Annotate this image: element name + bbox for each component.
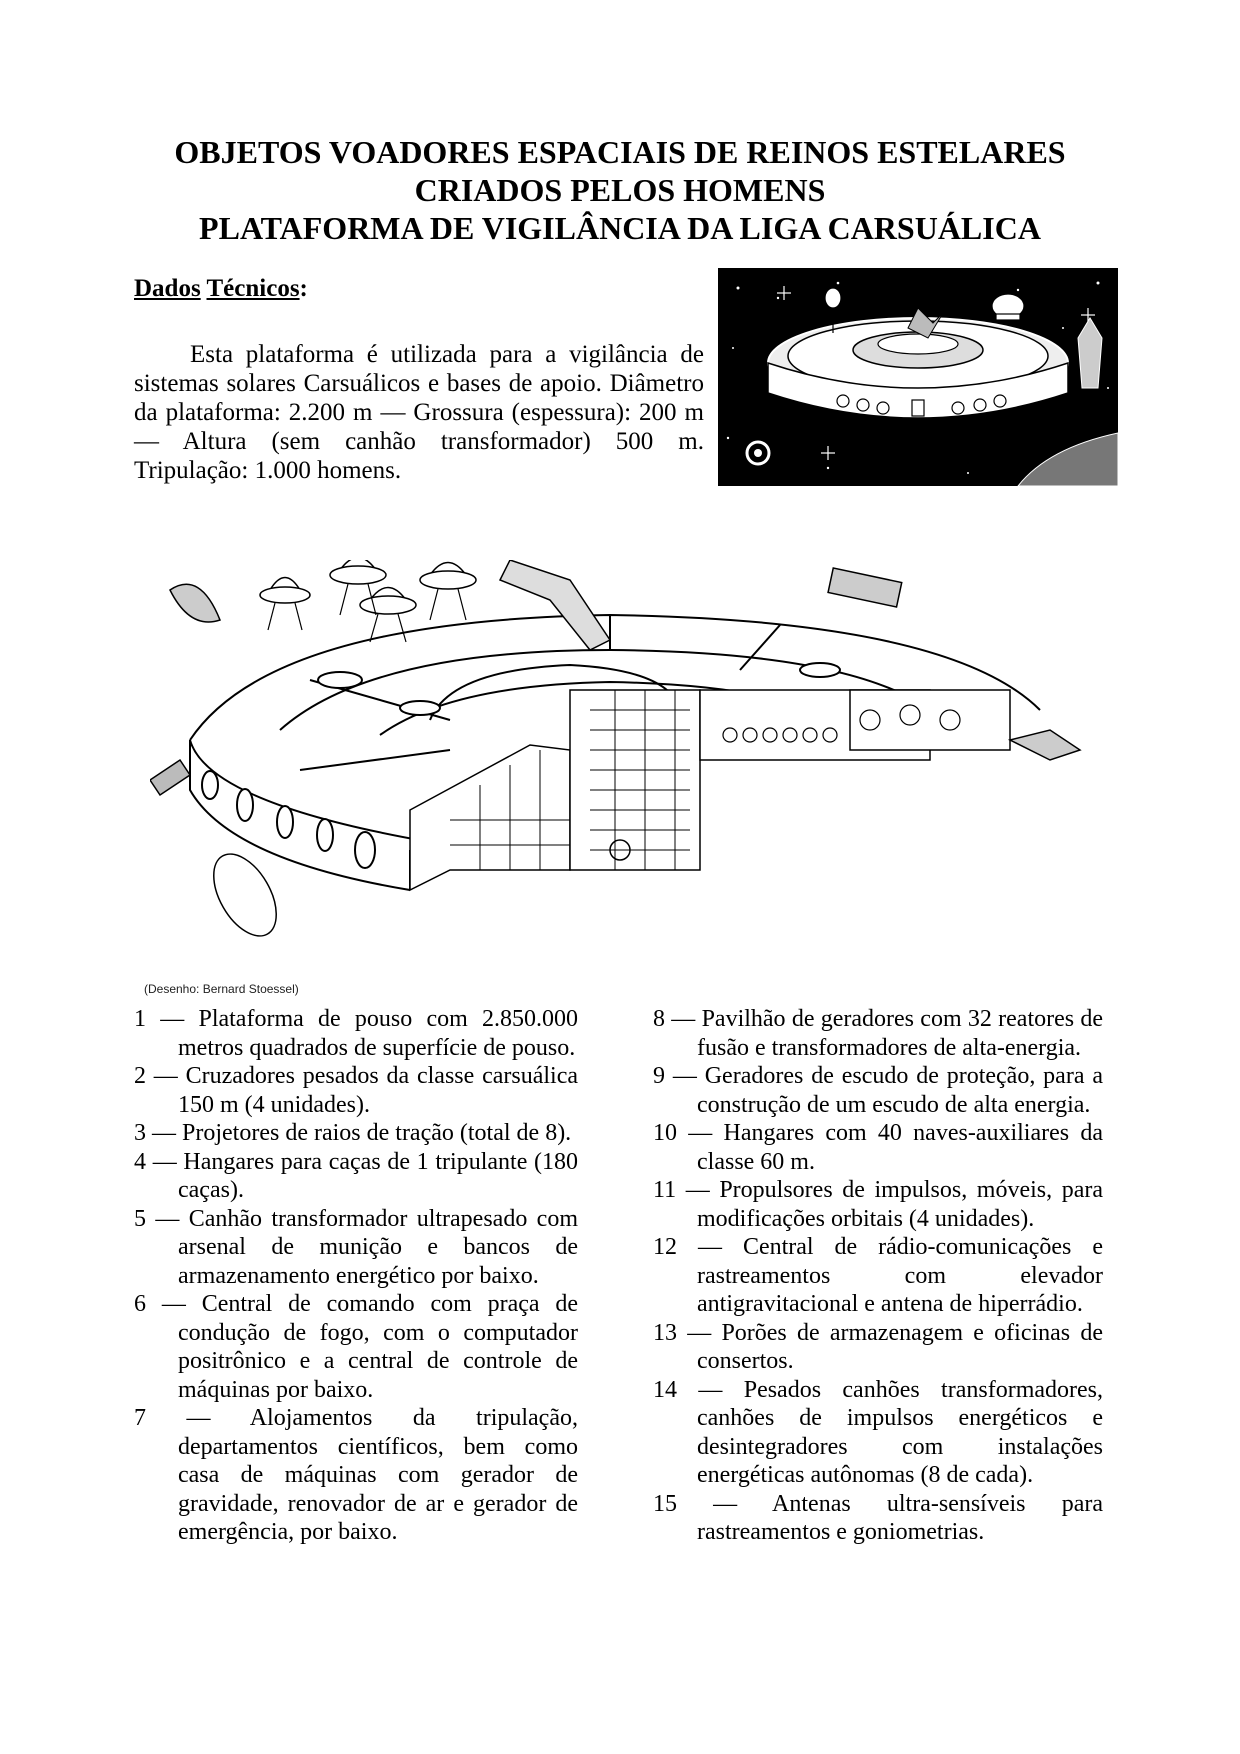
heading-colon: : — [299, 275, 308, 302]
legend-left-column — [134, 1005, 578, 1547]
legend-item-number: 10 — — [653, 1120, 713, 1146]
title-line-1: OBJETOS VOADORES ESPACIAIS DE REINOS ESTELARES — [174, 134, 1066, 170]
legend-item-text — [134, 1290, 578, 1404]
legend-item-description: Porões de armazenagem e oficinas de consertos. — [697, 1319, 1104, 1374]
legend-item — [653, 1376, 1103, 1490]
legend-item-text — [653, 1319, 1103, 1376]
legend-item-number: 4 — — [134, 1148, 177, 1175]
legend-item-text — [134, 1148, 578, 1205]
legend-item-text — [134, 1404, 578, 1547]
technical-description: Esta plataforma é utilizada para a vigilância de sistemas solares Carsuálicos e bases de apoio. Diâmetro da plataforma: 2.200 m — Grossura (espessura): 200 m — Altura (sem canhão transformador) 500 m. Tripulação: 1.000 homens. — [134, 341, 704, 484]
legend-item-description: Canhão transformador ultrapesado com arsenal de munição e bancos de armazenamento energético por baixo. — [178, 1205, 578, 1289]
legend-item — [653, 1062, 1103, 1119]
legend-item-description: Hangares com 40 naves-auxiliares da classe 60 m. — [697, 1120, 1104, 1175]
legend-item-text — [653, 1119, 1103, 1176]
heading-word-dados: Dados — [134, 275, 201, 302]
legend-item-number: 1 — — [134, 1006, 185, 1032]
legend-item-text — [653, 1062, 1103, 1119]
legend-item-number: 2 — — [134, 1063, 178, 1089]
legend-item — [134, 1005, 578, 1062]
legend-item — [653, 1005, 1103, 1062]
legend-item-description: Central de rádio-comunicações e rastreamentos com elevador antigravitacional e antena de hiperrádio. — [697, 1234, 1104, 1317]
platform-photo — [718, 268, 1118, 486]
legend-item-description: Hangares para caças de 1 tripulante (180 caças). — [178, 1148, 579, 1203]
legend-item-number: 14 — — [653, 1376, 723, 1403]
legend-item-number: 11 — — [653, 1177, 710, 1203]
legend-item-text — [134, 1062, 578, 1119]
legend-item — [134, 1205, 578, 1291]
legend-right-column — [653, 1005, 1103, 1547]
legend-item-number: 13 — — [653, 1319, 712, 1346]
legend-item-number: 5 — — [134, 1205, 180, 1232]
legend-item-description: Antenas ultra-sensíveis para rastreamentos e goniometrias. — [697, 1490, 1103, 1545]
legend-item-description: Propulsores de impulsos, móveis, para modificações orbitais (4 unidades). — [697, 1177, 1104, 1232]
legend-item-description: Projetores de raios de tração (total de 8). — [182, 1120, 572, 1146]
legend-item-number: 9 — — [653, 1063, 697, 1089]
legend-item-description: Central de comando com praça de condução de fogo, com o computador positrônico e a central de controle de máquinas por baixo. — [178, 1291, 579, 1403]
legend-item-description: Plataforma de pouso com 2.850.000 metros quadrados de superfície de pouso. — [178, 1006, 579, 1061]
illustration-credit: (Desenho: Bernard Stoessel) — [144, 982, 299, 996]
legend-item — [653, 1233, 1103, 1319]
legend-item-description: Alojamentos da tripulação, departamentos científicos, bem como casa de máquinas com gerador de gravidade, renovador de ar e gerador de emergência, por baixo. — [178, 1405, 578, 1545]
platform-cutaway-diagram — [150, 560, 1110, 980]
legend-item-text — [653, 1376, 1103, 1490]
legend-item-description: Pavilhão de geradores com 32 reatores de fusão e transformadores de alta-energia. — [697, 1006, 1104, 1061]
legend-item-text — [134, 1205, 578, 1291]
technical-data-heading — [134, 275, 308, 303]
legend-item-description: Cruzadores pesados da classe carsuálica 150 m (4 unidades). — [178, 1063, 579, 1118]
legend-item — [134, 1119, 578, 1148]
legend-item-number: 12 — — [653, 1234, 722, 1260]
legend-item — [134, 1062, 578, 1119]
legend-item-number: 8 — — [653, 1006, 696, 1032]
legend-item — [653, 1319, 1103, 1376]
legend-item-number: 6 — — [134, 1291, 186, 1317]
heading-word-tecnicos: Técnicos — [206, 275, 300, 302]
document-title — [120, 133, 1120, 247]
legend-item-number: 15 — — [653, 1490, 738, 1517]
legend-item — [653, 1490, 1103, 1547]
legend-item — [134, 1404, 578, 1547]
legend-item-description: Pesados canhões transformadores, canhões de impulsos energéticos e desintegradores com instalações energéticas autônomas (8 de cada). — [697, 1376, 1103, 1488]
legend-item-text — [653, 1005, 1103, 1062]
legend-item — [134, 1148, 578, 1205]
legend-item-text — [653, 1176, 1103, 1233]
legend-item-description: Geradores de escudo de proteção, para a construção de um escudo de alta energia. — [697, 1063, 1103, 1118]
legend-item-text — [134, 1119, 578, 1148]
legend-item-text — [653, 1233, 1103, 1319]
legend-item-text — [134, 1005, 578, 1062]
legend-item — [653, 1176, 1103, 1233]
title-line-3: PLATAFORMA DE VIGILÂNCIA DA LIGA CARSUÁLICA — [199, 210, 1041, 246]
legend-item-text — [653, 1490, 1103, 1547]
legend-item — [653, 1119, 1103, 1176]
legend-item — [134, 1290, 578, 1404]
title-line-2: CRIADOS PELOS HOMENS — [414, 172, 826, 208]
legend-item-number: 7 — — [134, 1405, 211, 1431]
legend-item-number: 3 — — [134, 1120, 176, 1146]
